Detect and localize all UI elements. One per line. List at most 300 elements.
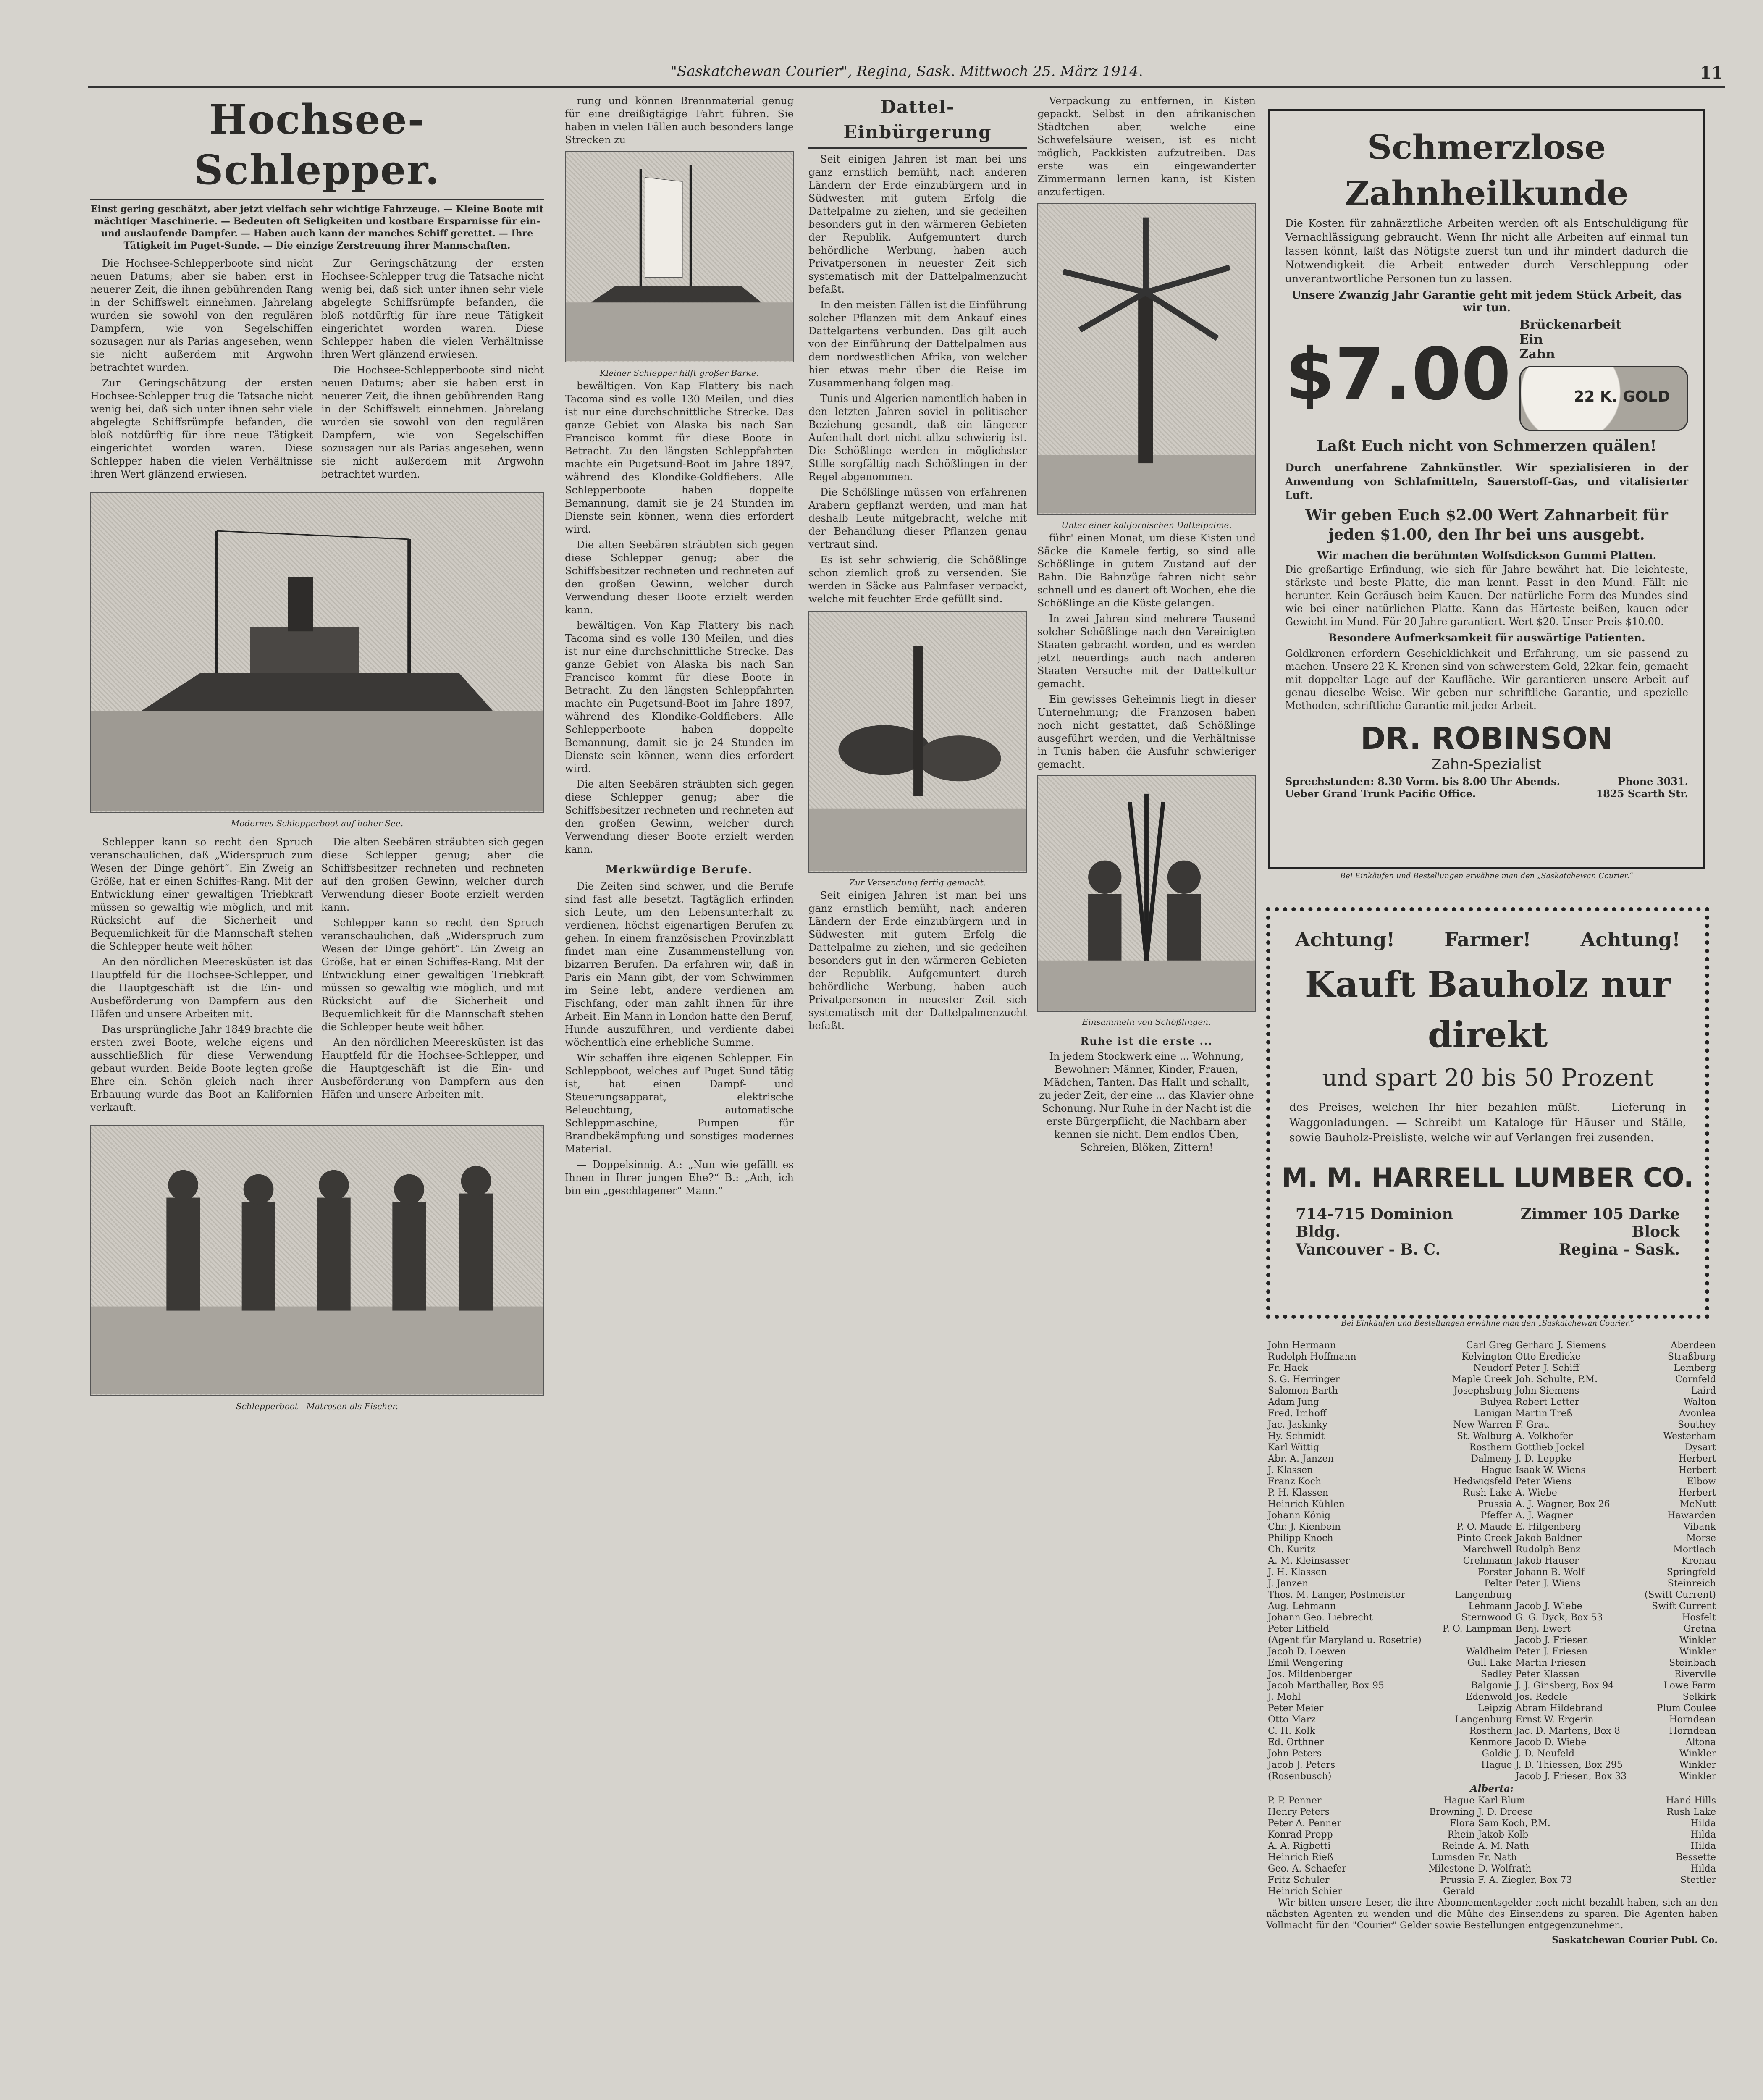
agent-row — [1266, 1408, 1718, 1419]
paragraph: Die alten Seebären sträubten sich gegen diese Schlepper genug; aber die Schiffsbesitzer rechneten und rechneten auf den großen Gewinn, welcher durch Verwendung dieser Boote erzielt werden kann. — [565, 539, 794, 616]
agent-town: Langenburg — [1455, 1714, 1512, 1725]
agent-name: J. Klassen — [1268, 1465, 1313, 1475]
agent-name: S. G. Herringer — [1268, 1374, 1340, 1385]
agent-town: Pfeffer — [1480, 1510, 1512, 1521]
agent-town — [1632, 1886, 1718, 1897]
agent-name: Jacob Marthaller, Box 95 — [1268, 1680, 1384, 1691]
agent-town: Southey — [1678, 1420, 1716, 1430]
agent-town: Bulyea — [1480, 1397, 1512, 1407]
agent-name: J. D. Thiessen, Box 295 — [1515, 1760, 1623, 1770]
agent-town: Flora — [1450, 1818, 1475, 1829]
agent-town: Kenmore — [1469, 1737, 1512, 1748]
lumber-address-1: 714-715 Dominion Bldg. — [1296, 1205, 1453, 1241]
agent-town: Cornfeld — [1675, 1374, 1716, 1385]
lumber-headline: Kauft Bauholz nur direkt — [1304, 963, 1671, 1055]
agent-row — [1266, 1578, 1718, 1589]
agent-name: Johann König — [1268, 1510, 1331, 1521]
agent-name: Peter Klassen — [1515, 1669, 1580, 1680]
tugboat-illustration — [90, 492, 544, 813]
agent-name: (Rosenbusch) — [1268, 1771, 1332, 1782]
agent-town: Winkler — [1679, 1646, 1716, 1657]
agent-name: Karl Blum — [1478, 1796, 1525, 1806]
agent-town: Sternwood — [1461, 1612, 1512, 1623]
attention-left: Achtung! — [1295, 928, 1395, 951]
lumber-text: des Preises, welchen Ihr hier bezahlen müßt. — Lieferung in Waggonladungen. — Schreibt um Kataloge für Häuser und Ställe, sowie Bauholz-Preisliste, welche wir auf Verlangen frei zusenden. — [1289, 1101, 1686, 1144]
agents-table-right — [1266, 1340, 1718, 1782]
agent-town: Browning — [1429, 1807, 1475, 1817]
agent-row — [1266, 1362, 1718, 1374]
camels-illustration — [808, 611, 1027, 873]
agent-row — [1266, 1886, 1718, 1897]
agent-name: Abram Hildebrand — [1515, 1703, 1603, 1714]
agent-town: Walton — [1683, 1397, 1716, 1407]
shoots-drawing — [1038, 776, 1255, 1011]
paragraph: Das ursprüngliche Jahr 1849 brachte die ersten zwei Boote, welche eigens und ausschließlich für diese Verwendung gebaut wurden. Beide Boote legten große Ehre ein. Schön gleich nach ihrer Erbauung wurde das Boot an Kalifornien verkauft. — [90, 1024, 313, 1113]
article-schlepper-continued — [565, 94, 794, 2098]
lumber-company: M. M. HARRELL LUMBER CO. — [1282, 1162, 1694, 1193]
agents-list-right — [1266, 1340, 1718, 2096]
dentist-name: DR. ROBINSON — [1360, 721, 1613, 756]
poem-title: Ruhe ist die erste ... — [1080, 1035, 1213, 1047]
agent-name: Martin Treß — [1515, 1408, 1573, 1419]
agent-name: Philipp Knoch — [1268, 1533, 1333, 1544]
agent-name: Jakob Baldner — [1515, 1533, 1582, 1544]
merkwuerdige-berufe-title: Merkwürdige Berufe. — [606, 864, 753, 876]
palm-drawing — [1038, 204, 1255, 514]
title-rule — [808, 147, 1027, 149]
agent-name: Heinrich Schier — [1268, 1886, 1342, 1897]
agent-town: Hilda — [1690, 1864, 1716, 1874]
dentist-guarantee: Unsere Zwanzig Jahr Garantie geht mit jedem Stück Arbeit, das wir tun. — [1291, 289, 1682, 314]
agent-name: Thos. M. Langer, Postmeister — [1268, 1590, 1405, 1600]
agent-name: Gerhard J. Siemens — [1515, 1340, 1606, 1351]
agent-town: Aberdeen — [1671, 1340, 1716, 1351]
agent-town: Herbert — [1678, 1454, 1716, 1464]
paragraph: bewältigen. Von Kap Flattery bis nach Tacoma sind es volle 130 Meilen, und dies ist nur eine durchschnittliche Strecke. Das ganze Gebiet von Alaska bis nach San Francisco kommt für diese Boote in Betracht. Zu den längsten Schleppfahrten machte ein Pugetsund-Boot im Jahre 1897, während des Klondike-Goldfiebers. Alle Schlepperboote haben doppelte Bemannung, damit sie je 24 Stunden im Dienste sein können, wenn dies erfordert wird. — [565, 620, 794, 774]
agent-town: Herbert — [1678, 1488, 1716, 1498]
paragraph: Seit einigen Jahren ist man bei uns ganz ernstlich bemüht, nach anderen Ländern der Erde einzubürgern und in Südwesten mit gutem Erfolg die Dattelpalme zu ziehen, und sie gedeihen besonders gut in den wärmeren Gebieten der Republik. Aufgemuntert durch behördliche Werbung, haben auch Privatpersonen in neuester Zeit sich systematisch mit der Dattelpalmenzucht befaßt. — [808, 153, 1027, 295]
agent-town: Morse — [1686, 1533, 1716, 1544]
agent-town: Horndean — [1669, 1726, 1716, 1736]
paragraph: Schlepper kann so recht den Spruch veranschaulichen, daß „Widerspruch zum Wesen der Dinge gehört“. Ein Zweig an Größe, hat er einen Schiffes-Rang. Mit der Entwicklung einer gewaltigen Triebkraft müssen so gewaltig wie möglich, und mit Rücksicht auf die Sicherheit und Bequemlichkeit für die Mannschaft stehen die Schlepper heute weit höher. — [321, 917, 544, 1033]
agent-town: Stettler — [1680, 1875, 1716, 1885]
agent-name: Sam Koch, P.M. — [1478, 1818, 1550, 1829]
dentist-address: Ueber Grand Trunk Pacific Office. — [1285, 788, 1476, 800]
agent-name: Hy. Schmidt — [1268, 1431, 1325, 1441]
paragraph: Die alten Seebären sträubten sich gegen diese Schlepper genug; aber die Schiffsbesitzer rechneten und rechneten auf den großen Gewinn, welcher durch Verwendung dieser Boote erzielt werden kann. — [321, 836, 544, 913]
agent-name: A. J. Wagner, Box 26 — [1515, 1499, 1610, 1509]
agent-name: C. H. Kolk — [1268, 1726, 1315, 1736]
lumber-subhead: und spart 20 bis 50 Prozent — [1322, 1064, 1653, 1092]
agent-name: A. Volkhofer — [1515, 1431, 1573, 1441]
agent-row — [1266, 1544, 1718, 1555]
agent-row — [1266, 1396, 1718, 1408]
agent-town: Rush Lake — [1463, 1488, 1512, 1498]
article-title: Hochsee-Schlepper. — [194, 96, 440, 194]
agent-name: A. Wiebe — [1515, 1488, 1557, 1498]
agent-town: Rush Lake — [1666, 1807, 1716, 1817]
agent-row — [1266, 1771, 1718, 1782]
agent-name: Isaak W. Wiens — [1515, 1465, 1586, 1475]
agent-row — [1266, 1351, 1718, 1362]
agent-name: J. H. Klassen — [1268, 1567, 1327, 1578]
agent-name: A. J. Wagner — [1515, 1510, 1573, 1521]
dentist-special: Besondere Aufmerksamkeit für auswärtige Patienten. — [1328, 632, 1645, 644]
agent-name: (Agent für Maryland u. Rosetrie) — [1268, 1635, 1422, 1646]
agent-town: Neudorf — [1473, 1363, 1512, 1373]
teeth-bridge-icon — [1519, 366, 1688, 431]
agent-name: Karl Wittig — [1268, 1442, 1320, 1453]
agent-name: Jacob D. Wiebe — [1515, 1737, 1587, 1748]
paragraph: Die Schößlinge müssen von erfahrenen Arabern gepflanzt werden, und man hat deshalb Leute mitgebracht, welche mit der Behandlung dieser Pflanzen genau vertraut sind. — [808, 486, 1027, 550]
agent-town: Josephsburg — [1453, 1386, 1512, 1396]
agent-row — [1266, 1759, 1718, 1771]
caption-tugboat: Modernes Schlepperboot auf hoher See. — [231, 818, 404, 828]
agent-town: Dysart — [1685, 1442, 1716, 1453]
agent-name: Fritz Schuler — [1268, 1875, 1330, 1885]
agent-town: Prussia — [1477, 1499, 1512, 1509]
dentist-phone: Phone 3031. — [1618, 775, 1688, 788]
agents-table-right-2 — [1266, 1795, 1718, 1897]
lumber-advertisement — [1266, 907, 1709, 1319]
agent-town: Steinreich — [1667, 1578, 1716, 1589]
paragraph: Seit einigen Jahren ist man bei uns ganz ernstlich bemüht, nach anderen Ländern der Erde einzubürgern und in Südwesten mit gutem Erfolg die Dattelpalme zu ziehen, und sie gedeihen besonders gut in den wärmeren Gebieten der Republik. Aufgemuntert durch behördliche Werbung, haben auch Privatpersonen in neuester Zeit sich systematisch mit der Dattelpalmenzucht befaßt. — [808, 890, 1027, 1032]
header-rule — [88, 86, 1725, 88]
paragraph: Es ist sehr schwierig, die Schößlinge schon ziemlich groß zu versenden. Sie werden in Säcke aus Palmfaser verpackt, welche mit feuchter Erde gefüllt sind. — [808, 554, 1027, 605]
agent-name: Jac. D. Martens, Box 8 — [1515, 1726, 1620, 1736]
agent-town: Prussia — [1440, 1875, 1475, 1885]
agent-town: Winkler — [1679, 1771, 1716, 1782]
agent-town: Marchwell — [1462, 1544, 1512, 1555]
agent-town: Sedley — [1480, 1669, 1512, 1680]
agent-name: Ernst W. Ergerin — [1515, 1714, 1594, 1725]
dentist-plates-title: Wir machen die berühmten Wolfsdickson Gummi Platten. — [1317, 549, 1657, 562]
paragraph: Schlepper kann so recht den Spruch veranschaulichen, daß „Widerspruch zum Wesen der Dinge gehört“. Ein Zweig an Größe, hat er einen Schiffes-Rang. Mit der Entwicklung einer gewaltigen Triebkraft müssen so gewaltig wie möglich, und mit Rücksicht auf die Sicherheit und Bequemlichkeit für die Mannschaft stehen die Schlepper heute weit höher. — [90, 836, 313, 952]
agent-row — [1266, 1555, 1718, 1567]
agent-town: Lanigan — [1474, 1408, 1512, 1419]
agent-town: Winkler — [1679, 1635, 1716, 1646]
agent-name: A. M. Kleinsasser — [1268, 1556, 1350, 1566]
agent-town: Dalmeny — [1471, 1454, 1512, 1464]
agent-town: Rosthern — [1469, 1726, 1512, 1736]
caption-shoots: Einsammeln von Schößlingen. — [1082, 1017, 1211, 1027]
agent-row — [1266, 1419, 1718, 1431]
sailors-fishing-illustration — [90, 1125, 544, 1396]
paragraph: Die Hochsee-Schlepperboote sind nicht neuen Datums; aber sie haben erst in neuerer Zeit, die ihnen gebührenden Rang in der Schiffswelt einnehmen. Jahrelang wurden sie sowohl von den regulären Dampfern, wie von Segelschiffen sozusagen nur als Parias angesehen, wenn sie nicht außerdem mit Argwohn betrachtet wurden. — [90, 257, 313, 373]
agent-town: Straßburg — [1667, 1352, 1716, 1362]
agent-name: Chr. J. Kienbein — [1268, 1522, 1341, 1532]
barque-illustration — [565, 151, 794, 362]
agent-name: Jac. Jaskinky — [1268, 1420, 1327, 1430]
agent-name: P. H. Klassen — [1268, 1488, 1328, 1498]
dentist-advertisement — [1268, 109, 1705, 869]
agent-name: P. P. Penner — [1268, 1796, 1322, 1806]
agent-name: John Hermann — [1268, 1340, 1336, 1351]
agent-row — [1266, 1737, 1718, 1748]
agent-name: Franz Koch — [1268, 1476, 1322, 1487]
agent-row — [1266, 1863, 1718, 1874]
agent-row — [1266, 1521, 1718, 1533]
agent-name: Ed. Orthner — [1268, 1737, 1324, 1748]
barque-drawing — [566, 152, 793, 362]
caption-shipping: Zur Versendung fertig gemacht. — [849, 877, 986, 887]
agent-town: Hilda — [1690, 1830, 1716, 1840]
agent-name: Jos. Mildenberger — [1268, 1669, 1352, 1680]
agents-signature: Saskatchewan Courier Publ. Co. — [1552, 1935, 1718, 1945]
paragraph: In zwei Jahren sind mehrere Tausend solcher Schößlinge nach den Vereinigten Staaten gebracht worden, und es werden jetzt neuerdings auch nach anderen Staaten Versuche mit der Dattelkultur gemacht. — [1037, 613, 1256, 690]
agent-name: Konrad Propp — [1268, 1830, 1333, 1840]
agent-row — [1266, 1874, 1718, 1886]
agent-town: Kelvington — [1461, 1352, 1512, 1362]
agent-name: Gottlieb Jockel — [1515, 1442, 1585, 1453]
agent-name: J. D. Dreese — [1478, 1807, 1533, 1817]
agent-town: Langenburg — [1455, 1590, 1512, 1600]
dentist-title-line: Zahn-Spezialist — [1432, 756, 1542, 773]
joke-paragraph: — Doppelsinnig. A.: „Nun wie gefällt es Ihnen in Ihrer jungen Ehe?“ B.: „Ach, ich bin ein „geschlagener“ Mann.“ — [565, 1159, 794, 1197]
agent-name: J. D. Leppke — [1515, 1454, 1572, 1464]
agent-row — [1266, 1487, 1718, 1499]
agent-name: Peter J. Wiens — [1515, 1578, 1581, 1589]
caption-barque: Kleiner Schlepper hilft großer Barke. — [599, 368, 759, 378]
agent-town: Westerham — [1663, 1431, 1716, 1441]
paragraph: Ein gewisses Geheimnis liegt in dieser Unternehmung; die Franzosen haben noch nicht gestattet, daß Schößlinge ausgeführt werden, und die Verhältnisse in Tunis haben die Ausfuhr schwieriger gemacht. — [1037, 693, 1256, 770]
agent-name: J. Mohl — [1268, 1692, 1301, 1702]
lumber-city-2: Regina - Sask. — [1558, 1241, 1680, 1258]
dentist-gold-text: Goldkronen erfordern Geschicklichkeit und Erfahrung, um sie passend zu machen. Unsere 22 K. Kronen sind von schwerstem Gold, 22kar. fein, gemacht mit doppelter Lage auf der Kaufläche. Wir garantieren unsere Arbeit auf genau dieselbe Weise. Wir geben nur schriftliche Garantie, und spezielle Methoden, schriftliche Garantie mit jeder Arbeit. — [1285, 648, 1688, 711]
agent-name: Rudolph Hoffmann — [1268, 1352, 1356, 1362]
agents-closing-text: Wir bitten unsere Leser, die ihre Abonnementsgelder noch nicht bezahlt haben, sich an den nächsten Agenten zu wenden und die Mühe des Einsendens zu sparen. Die Agenten haben Vollmacht für den "Courier" Gelder sowie Bestellungen entgegenzunehmen. — [1266, 1898, 1718, 1931]
date-palm-illustration — [1037, 203, 1256, 515]
agent-row — [1266, 1499, 1718, 1510]
agent-row — [1266, 1635, 1718, 1646]
agent-town: Mortlach — [1673, 1544, 1716, 1555]
agent-name: Otto Eredicke — [1515, 1352, 1581, 1362]
caption-sailors: Schlepperboot - Matrosen als Fischer. — [236, 1401, 398, 1411]
agent-name: D. Wolfrath — [1478, 1864, 1532, 1874]
agent-town: Swift Current — [1652, 1601, 1716, 1612]
agent-town: P. O. Maude — [1456, 1522, 1512, 1532]
agent-town: Waldheim — [1466, 1646, 1512, 1657]
paragraph: Tunis und Algerien namentlich haben in den letzten Jahren soviel in politischer Beziehung gesandt, daß ein längerer Aufenthalt dort nicht allzu schwierig ist. Die Schößlinge werden in möglichster Stille sorgfältig nach Schößlingen in der Regel abgenommen. — [808, 393, 1027, 483]
agent-row — [1266, 1680, 1718, 1691]
agent-row — [1266, 1612, 1718, 1623]
dentist-slogan: Laßt Euch nicht von Schmerzen quälen! — [1317, 437, 1657, 455]
agent-name: F. Grau — [1515, 1420, 1550, 1430]
agent-name: Jacob J. Peters — [1268, 1760, 1335, 1770]
agent-name: Salomon Barth — [1268, 1386, 1338, 1396]
agent-name: Martin Friesen — [1515, 1658, 1586, 1668]
agent-town: Hague — [1443, 1796, 1475, 1806]
agent-row — [1266, 1431, 1718, 1442]
agent-row — [1266, 1385, 1718, 1396]
agent-name: G. G. Dyck, Box 53 — [1515, 1612, 1603, 1623]
agent-town: Kronau — [1682, 1556, 1716, 1566]
paragraph: An den nördlichen Meeresküsten ist das Hauptfeld für die Hochsee-Schlepper, und die Hauptgeschäft ist die Ein- und Ausbeförderung von Dampfern aus den Häfen und unsere Arbeiten mit. — [321, 1037, 544, 1100]
agent-row — [1266, 1465, 1718, 1476]
agent-town: Winkler — [1679, 1760, 1716, 1770]
paragraph: In den meisten Fällen ist die Einführung solcher Pflanzen mit dem Ankauf eines Dattelgartens verbunden. Das gilt auch von der Einführung der Dattelpalmen aus dem nordwestlichen Afrika, von welcher hier etwas mehr über die Reise im Zusammenhang folgen mag. — [808, 299, 1027, 389]
agent-town: P. O. Lampman — [1442, 1624, 1512, 1634]
paragraph: Die alten Seebären sträubten sich gegen diese Schlepper genug; aber die Schiffsbesitzer rechneten und rechneten auf den großen Gewinn, welcher durch Verwendung dieser Boote erzielt werden kann. — [565, 778, 794, 855]
agent-name: Benj. Ewert — [1515, 1624, 1571, 1634]
dateline: "Saskatchewan Courier", Regina, Sask. Mittwoch 25. März 1914. — [670, 63, 1143, 80]
dentist-price: $7.00 — [1285, 333, 1511, 416]
agent-town: Goldie — [1482, 1748, 1512, 1759]
agent-name: Jacob J. Friesen, Box 33 — [1515, 1771, 1627, 1782]
paragraph: Zur Geringschätzung der ersten Hochsee-Schlepper trug die Tatsache nicht wenig bei, daß sich unter ihnen sehr viele abgelegte Schiffsrümpfe befanden, die bloß notdürftig für ihre neue Tätigkeit eingerichtet worden waren. Diese Schlepper haben die vielen Verhältnisse ihren Wert glänzend erwiesen. — [90, 377, 313, 480]
caption-palm: Unter einer kalifornischen Dattelpalme. — [1061, 520, 1232, 530]
agent-name — [1476, 1886, 1632, 1897]
article-hochsee-schlepper — [90, 94, 544, 2098]
agent-name: Fr. Nath — [1478, 1852, 1517, 1863]
agent-town: Gerald — [1443, 1886, 1475, 1897]
agent-name: E. Hilgenberg — [1515, 1522, 1581, 1532]
agent-name: Heinrich Rieß — [1268, 1852, 1333, 1863]
dentist-title: Schmerzlose Zahnheilkunde — [1345, 127, 1629, 213]
camels-drawing — [809, 612, 1026, 872]
agent-town: Springfeld — [1666, 1567, 1716, 1578]
dentist-street: 1825 Scarth Str. — [1596, 788, 1688, 800]
agent-name: Jacob J. Friesen — [1515, 1635, 1589, 1646]
agent-town: Edenwold — [1465, 1692, 1512, 1702]
agent-name: F. A. Ziegler, Box 73 — [1478, 1875, 1572, 1885]
agent-town: Hand Hills — [1666, 1796, 1716, 1806]
agent-town — [1435, 1771, 1514, 1782]
attention-center: Farmer! — [1444, 928, 1531, 951]
paragraph: Verpackung zu entfernen, in Kisten gepackt. Selbst in den afrikanischen Städtchen aber, welche eine Schwefelsäure weisen, ist es nicht möglich, Packkisten aufzutreiben. Das erste was ein eingewanderter Zimmermann lernen kann, ist Kisten anzufertigen. — [1037, 95, 1256, 198]
article-dattel-continued — [1037, 94, 1256, 2098]
agent-name: Peter A. Penner — [1268, 1818, 1341, 1829]
agent-town: Lemberg — [1674, 1363, 1716, 1373]
agent-town: Hague — [1481, 1465, 1512, 1475]
agent-town: Pinto Creek — [1456, 1533, 1512, 1544]
agent-town: Avonlea — [1679, 1408, 1716, 1419]
agent-name: Otto Marz — [1268, 1714, 1316, 1725]
agent-town: St. Walburg — [1456, 1431, 1512, 1441]
paragraph: bewältigen. Von Kap Flattery bis nach Tacoma sind es volle 130 Meilen, und dies ist nur eine durchschnittliche Strecke. Das ganze Gebiet von Alaska bis nach San Francisco kommt für diese Boote in Betracht. Zu den längsten Schleppfahrten machte ein Pugetsund-Boot im Jahre 1897, während des Klondike-Goldfiebers. Alle Schlepperboote haben doppelte Bemannung, damit sie je 24 Stunden im Dienste sein können, wenn dies erfordert wird. — [565, 380, 794, 535]
agent-name: Heinrich Kühlen — [1268, 1499, 1345, 1509]
agent-name: Peter J. Schiff — [1515, 1363, 1579, 1373]
agent-town: Steinbach — [1669, 1658, 1716, 1668]
article-dattel — [808, 94, 1027, 2098]
agent-town: Hague — [1481, 1760, 1512, 1770]
agent-row — [1266, 1657, 1718, 1669]
lumber-footnote: Bei Einkäufen und Bestellungen erwähne man den „Saskatchewan Courier.“ — [1341, 1319, 1634, 1328]
agent-name: Fr. Hack — [1268, 1363, 1308, 1373]
agent-town — [1435, 1635, 1514, 1646]
sailors-drawing — [91, 1126, 543, 1395]
agent-name: Johann B. Wolf — [1515, 1567, 1585, 1578]
agent-row — [1266, 1840, 1718, 1852]
agent-town: Lowe Farm — [1663, 1680, 1716, 1691]
agent-town: (Swift Current) — [1644, 1590, 1716, 1600]
agent-name: Johann Geo. Liebrecht — [1268, 1612, 1373, 1623]
agent-row — [1266, 1453, 1718, 1465]
agent-name: Robert Letter — [1515, 1397, 1579, 1407]
agent-name: A. M. Nath — [1478, 1841, 1530, 1851]
agent-row — [1266, 1703, 1718, 1714]
agent-town: New Warren — [1453, 1420, 1512, 1430]
agent-row — [1266, 1748, 1718, 1759]
agent-row — [1266, 1442, 1718, 1453]
agent-row — [1266, 1589, 1718, 1601]
page-number: 11 — [1700, 63, 1723, 83]
agent-name: John Peters — [1268, 1748, 1322, 1759]
agent-town: Reinde — [1442, 1841, 1475, 1851]
agent-town: Herbert — [1678, 1465, 1716, 1475]
agent-name: Adam Jung — [1268, 1397, 1320, 1407]
agent-name: Jos. Redele — [1515, 1692, 1568, 1702]
agent-town: McNutt — [1680, 1499, 1716, 1509]
agent-name: J. D. Neufeld — [1515, 1748, 1575, 1759]
agent-row — [1266, 1646, 1718, 1657]
agent-town: Crehmann — [1463, 1556, 1512, 1566]
agent-row — [1266, 1818, 1718, 1829]
alberta-label: Alberta: — [1470, 1783, 1514, 1794]
agent-town: Hilda — [1690, 1818, 1716, 1829]
agent-town: Lehmann — [1468, 1601, 1512, 1612]
paragraph: Die Zeiten sind schwer, und die Berufe sind fast alle besetzt. Tagtäglich erfinden sich Leute, um den Lebensunterhalt zu verdienen, höchst eigenartigen Berufen zu gehen. In einem französischen Provinzblatt findet man eine Zusammenstellung von bizarren Berufen. Da erfahren wir, daß in Paris ein Mann gibt, der vom Schwimmen im Seine lebt, andere verdienen am Fischfang, oder man zahlt ihnen für ihre Arbeit. Ein Mann in London hatte den Beruf, Hunde auszuführen, und verdiente dabei wöchentlich eine erhebliche Summe. — [565, 880, 794, 1048]
agent-town: Rhein — [1447, 1830, 1475, 1840]
article-lead: Einst gering geschätzt, aber jetzt vielfach sehr wichtige Fahrzeuge. — Kleine Boote mit mächtiger Maschinerie. — Bedeuten oft Seligkeiten und kostbare Ersparnisse für ein- und auslaufende Dampfer. — Haben auch kann der manches Schiff gerettet. — Ihre Tätigkeit im Puget-Sunde. — Die einzige Zerstreuung ihrer Mannschaften. — [90, 204, 544, 251]
agent-town: Hedwigsfeld — [1453, 1476, 1512, 1487]
agent-name: J. J. Ginsberg, Box 94 — [1515, 1680, 1614, 1691]
agent-name: Joh. Schulte, P.M. — [1515, 1374, 1598, 1385]
agent-name: Jakob Hauser — [1515, 1556, 1579, 1566]
tugboat-drawing — [91, 493, 543, 812]
lumber-address-2: Zimmer 105 Darke Block — [1520, 1205, 1680, 1241]
agent-name: Henry Peters — [1268, 1807, 1330, 1817]
dentist-intro: Die Kosten für zahnärztliche Arbeiten werden oft als Entschuldigung für Vernachlässigung gebraucht. Wenn Ihr nicht alle Arbeiten auf einmal tun lassen könnt, laßt das Nötigste zuerst tun und ihr mindert dadurch die Notwendigkeit die Arbeit entweder durch Verschleppung oder unverantwortliche Personen tun zu lassen. — [1285, 217, 1688, 285]
agent-town: Elbow — [1687, 1476, 1716, 1487]
agent-row — [1266, 1510, 1718, 1521]
dentist-specialty: Durch unerfahrene Zahnkünstler. Wir spezialisieren in der Anwendung von Schlafmitteln, Sauerstoff-Gas, und vitalisierter Luft. — [1285, 462, 1688, 501]
agent-town: Laird — [1691, 1386, 1716, 1396]
agent-row — [1266, 1374, 1718, 1385]
agent-name: Abr. A. Janzen — [1268, 1454, 1334, 1464]
agent-name — [1514, 1589, 1637, 1601]
dentist-plates-text: Die großartige Erfindung, wie sich für Jahre bewährt hat. Die leichteste, stärkste und beste Platte, die man kennt. Passt in den Mund. Fällt nie herunter. Kein Geräusch beim Kauen. Der natürliche Form des Mundes sind wie bei einer natürlichen Platte. Kann das Härteste beißen, kauen oder Gewicht im Mund. Für 20 Jahre garantiert. Wert $20. Unser Preis $10.00. — [1285, 564, 1688, 627]
agent-town: Gretna — [1683, 1624, 1716, 1634]
agent-town: Milestone — [1428, 1864, 1475, 1874]
agent-row — [1266, 1623, 1718, 1635]
paragraph: Zur Geringschätzung der ersten Hochsee-Schlepper trug die Tatsache nicht wenig bei, daß sich unter ihnen sehr viele abgelegte Schiffsrümpfe befanden, die bloß notdürftig für ihre neue Tätigkeit eingerichtet worden waren. Diese Schlepper haben die vielen Verhältnisse ihren Wert glänzend erwiesen. — [321, 257, 544, 360]
agent-town: Rosthern — [1469, 1442, 1512, 1453]
agent-row — [1266, 1340, 1718, 1351]
paragraph: führ' einen Monat, um diese Kisten und Säcke die Kamele fertig, so sind alle Schößlinge in gutem Zustand auf der Bahn. Die Bahnzüge fahren nicht sehr schnell und es dauert oft Wochen, ehe die Schößlinge an die Küste gelangen. — [1037, 532, 1256, 609]
agent-name: John Siemens — [1515, 1386, 1579, 1396]
agent-town: Gull Lake — [1467, 1658, 1512, 1668]
agent-row — [1266, 1669, 1718, 1680]
agent-town: Maple Creek — [1451, 1374, 1512, 1385]
agent-name: A. A. Rigbetti — [1268, 1841, 1331, 1851]
gold-label: 22 K. GOLD — [1574, 388, 1670, 405]
agent-name: Ch. Kuritz — [1268, 1544, 1316, 1555]
agent-name: Aug. Lehmann — [1268, 1601, 1336, 1612]
paragraph: An den nördlichen Meeresküsten ist das Hauptfeld für die Hochsee-Schlepper, und die Hauptgeschäft ist die Ein- und Ausbeförderung von Dampfern aus den Häfen und unsere Arbeiten mit. — [90, 956, 313, 1020]
agent-name: Geo. A. Schaefer — [1268, 1864, 1346, 1874]
agent-row — [1266, 1567, 1718, 1578]
dattel-title: Dattel-Einbürgerung — [843, 97, 992, 142]
agent-town: Selkirk — [1682, 1692, 1716, 1702]
agent-row — [1266, 1533, 1718, 1544]
agent-name: Peter J. Friesen — [1515, 1646, 1588, 1657]
agent-name: Jacob J. Wiebe — [1515, 1601, 1582, 1612]
paragraph: Die Hochsee-Schlepperboote sind nicht neuen Datums; aber sie haben erst in neuerer Zeit, die ihnen gebührenden Rang in der Schiffswelt einnehmen. Jahrelang wurden sie sowohl von den regulären Dampfern, wie von Segelschiffen sozusagen nur als Parias angesehen, wenn sie nicht außerdem mit Argwohn betrachtet wurden. — [321, 364, 544, 480]
agent-name: Emil Wengering — [1268, 1658, 1343, 1668]
agent-town: Hilda — [1690, 1841, 1716, 1851]
agent-row — [1266, 1691, 1718, 1703]
